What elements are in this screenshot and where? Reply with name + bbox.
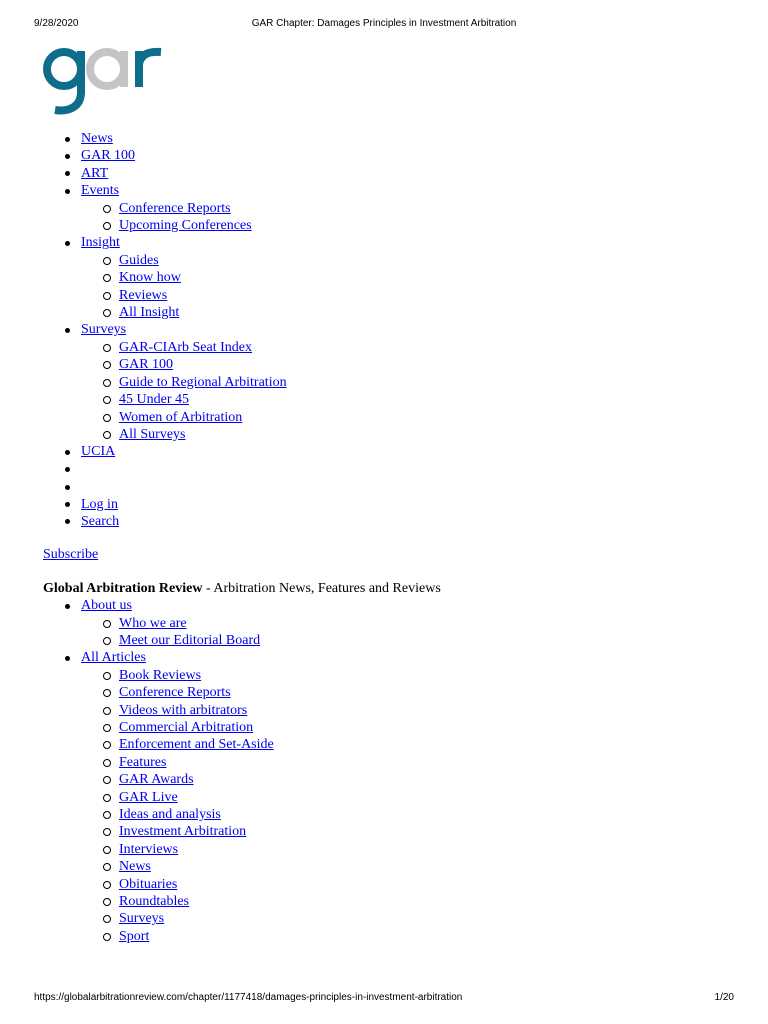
secondary-nav-sublink-enforcement-and-set-aside[interactable]: Enforcement and Set-Aside xyxy=(119,737,274,753)
site-tagline-text: - Arbitration News, Features and Reviews xyxy=(202,580,441,596)
main-nav-link-insight[interactable]: Insight xyxy=(81,235,120,251)
user-nav-link-log-in[interactable]: Log in xyxy=(81,496,118,512)
secondary-nav-subitem-who-we-are xyxy=(119,615,733,632)
main-nav-submenu-insight xyxy=(81,252,733,322)
main-nav-subitem-reviews xyxy=(119,287,733,304)
main-nav-subitem-guides xyxy=(119,252,733,269)
main-nav-item-events xyxy=(81,182,733,234)
secondary-nav-sublink-news[interactable]: News xyxy=(119,859,151,875)
gar-logo-icon xyxy=(43,40,163,116)
main-nav-item-news xyxy=(81,130,733,147)
secondary-nav-link-about-us[interactable]: About us xyxy=(81,598,132,614)
main-nav-link-news[interactable]: News xyxy=(81,131,113,146)
secondary-nav-subitem-news xyxy=(119,858,733,875)
main-nav-item-surveys xyxy=(81,321,733,443)
secondary-nav-subitem-roundtables xyxy=(119,893,733,910)
main-nav-sublink-guides[interactable]: Guides xyxy=(119,252,159,268)
main-nav-sublink-women-of-arbitration[interactable]: Women of Arbitration xyxy=(119,409,243,425)
main-nav-sublink-gar-100[interactable]: GAR 100 xyxy=(119,357,174,373)
secondary-nav-sublink-book-reviews[interactable]: Book Reviews xyxy=(119,667,202,683)
user-nav xyxy=(43,461,733,531)
secondary-nav-sublink-commercial-arbitration[interactable]: Commercial Arbitration xyxy=(119,719,254,735)
print-header xyxy=(0,18,768,32)
main-nav-sublink-guide-to-regional-arbitration[interactable]: Guide to Regional Arbitration xyxy=(119,374,287,390)
main-nav-item-art xyxy=(81,165,733,182)
main-nav-submenu-surveys xyxy=(81,339,733,443)
site-name: Global Arbitration Review xyxy=(43,580,203,596)
main-nav-subitem-women-of-arbitration xyxy=(119,409,733,426)
secondary-nav-subitem-interviews xyxy=(119,841,733,858)
main-nav-item-insight xyxy=(81,234,733,321)
secondary-nav-sublink-meet-our-editorial-board[interactable]: Meet our Editorial Board xyxy=(119,632,261,648)
main-nav-subitem-all-insight xyxy=(119,304,733,321)
subscribe-link[interactable]: Subscribe xyxy=(43,547,99,563)
secondary-nav-subitem-gar-awards xyxy=(119,771,733,788)
secondary-nav-subitem-videos-with-arbitrators xyxy=(119,702,733,719)
main-nav-sublink-reviews[interactable]: Reviews xyxy=(119,287,168,303)
secondary-nav-sublink-investment-arbitration[interactable]: Investment Arbitration xyxy=(119,824,247,840)
main-nav-subitem-all-surveys xyxy=(119,426,733,443)
secondary-nav-subitem-conference-reports xyxy=(119,684,733,701)
main-nav-sublink-all-surveys[interactable]: All Surveys xyxy=(119,426,186,442)
secondary-nav-subitem-book-reviews xyxy=(119,667,733,684)
page-content xyxy=(43,130,733,945)
secondary-nav-subitem-commercial-arbitration xyxy=(119,719,733,736)
main-nav-link-gar-100[interactable]: GAR 100 xyxy=(81,148,136,164)
secondary-nav-subitem-meet-our-editorial-board xyxy=(119,632,733,649)
secondary-nav-sublink-gar-awards[interactable]: GAR Awards xyxy=(119,772,194,788)
secondary-nav-sublink-obituaries[interactable]: Obituaries xyxy=(119,876,178,892)
site-tagline xyxy=(43,580,733,597)
secondary-nav-subitem-sport xyxy=(119,928,733,945)
secondary-nav-sublink-gar-live[interactable]: GAR Live xyxy=(119,789,178,805)
print-url: https://globalarbitrationreview.com/chapter/1177418/damages-principles-in-investment-arbitration xyxy=(34,992,463,1003)
secondary-nav-sublink-roundtables[interactable]: Roundtables xyxy=(119,894,189,910)
secondary-nav-sublink-interviews[interactable]: Interviews xyxy=(119,841,179,857)
main-nav-subitem-gar-100 xyxy=(119,356,733,373)
user-nav-item-log-in xyxy=(81,496,733,513)
main-nav-link-surveys[interactable]: Surveys xyxy=(81,322,127,338)
secondary-nav-subitem-investment-arbitration xyxy=(119,823,733,840)
secondary-nav-submenu-about-us xyxy=(81,615,733,650)
gar-logo[interactable] xyxy=(43,40,163,116)
main-nav-link-art[interactable]: ART xyxy=(81,165,109,181)
secondary-nav xyxy=(43,597,733,945)
main-nav-sublink-all-insight[interactable]: All Insight xyxy=(119,305,180,321)
secondary-nav-link-all-articles[interactable]: All Articles xyxy=(81,650,146,666)
main-nav-sublink-upcoming-conferences[interactable]: Upcoming Conferences xyxy=(119,218,252,234)
user-nav-item-blank-1 xyxy=(81,478,733,495)
secondary-nav-sublink-sport[interactable]: Sport xyxy=(119,928,150,944)
secondary-nav-subitem-features xyxy=(119,754,733,771)
main-nav-sublink-know-how[interactable]: Know how xyxy=(119,270,181,286)
main-nav-subitem-45-under-45 xyxy=(119,391,733,408)
main-nav-subitem-upcoming-conferences xyxy=(119,217,733,234)
print-title: GAR Chapter: Damages Principles in Investment Arbitration xyxy=(251,18,517,29)
main-nav-subitem-guide-to-regional-arbitration xyxy=(119,374,733,391)
print-date: 9/28/2020 xyxy=(34,18,79,29)
main-nav-submenu-events xyxy=(81,200,733,235)
main-nav-subitem-conference-reports xyxy=(119,200,733,217)
main-nav-sublink-45-under-45[interactable]: 45 Under 45 xyxy=(119,392,189,408)
secondary-nav-subitem-gar-live xyxy=(119,789,733,806)
secondary-nav-sublink-ideas-and-analysis[interactable]: Ideas and analysis xyxy=(119,807,221,822)
secondary-nav-subitem-surveys xyxy=(119,910,733,927)
secondary-nav-subitem-obituaries xyxy=(119,876,733,893)
main-nav-link-events[interactable]: Events xyxy=(81,183,120,199)
main-nav-link-ucia[interactable]: UCIA xyxy=(81,444,116,460)
secondary-nav-subitem-enforcement-and-set-aside xyxy=(119,736,733,753)
secondary-nav-sublink-conference-reports[interactable]: Conference Reports xyxy=(119,685,231,701)
print-footer xyxy=(0,992,768,1006)
main-nav-subitem-gar-ciarb-seat-index xyxy=(119,339,733,356)
secondary-nav-item-all-articles xyxy=(81,649,733,945)
secondary-nav-subitem-ideas-and-analysis xyxy=(119,806,733,823)
secondary-nav-sublink-features[interactable]: Features xyxy=(119,754,167,770)
secondary-nav-sublink-who-we-are[interactable]: Who we are xyxy=(119,615,187,631)
print-page-number: 1/20 xyxy=(714,992,734,1003)
main-nav xyxy=(43,130,733,461)
secondary-nav-item-about-us xyxy=(81,597,733,649)
user-nav-link-search[interactable]: Search xyxy=(81,513,120,529)
main-nav-sublink-conference-reports[interactable]: Conference Reports xyxy=(119,200,231,216)
secondary-nav-submenu-all-articles xyxy=(81,667,733,946)
secondary-nav-sublink-videos-with-arbitrators[interactable]: Videos with arbitrators xyxy=(119,702,248,718)
subscribe-row xyxy=(43,546,733,563)
main-nav-item-gar-100 xyxy=(81,147,733,164)
main-nav-sublink-gar-ciarb-seat-index[interactable]: GAR-CIArb Seat Index xyxy=(119,339,252,355)
user-nav-item-blank-0 xyxy=(81,461,733,478)
main-nav-subitem-know-how xyxy=(119,269,733,286)
main-nav-item-ucia xyxy=(81,443,733,460)
user-nav-item-search xyxy=(81,513,733,530)
secondary-nav-sublink-surveys[interactable]: Surveys xyxy=(119,911,165,927)
